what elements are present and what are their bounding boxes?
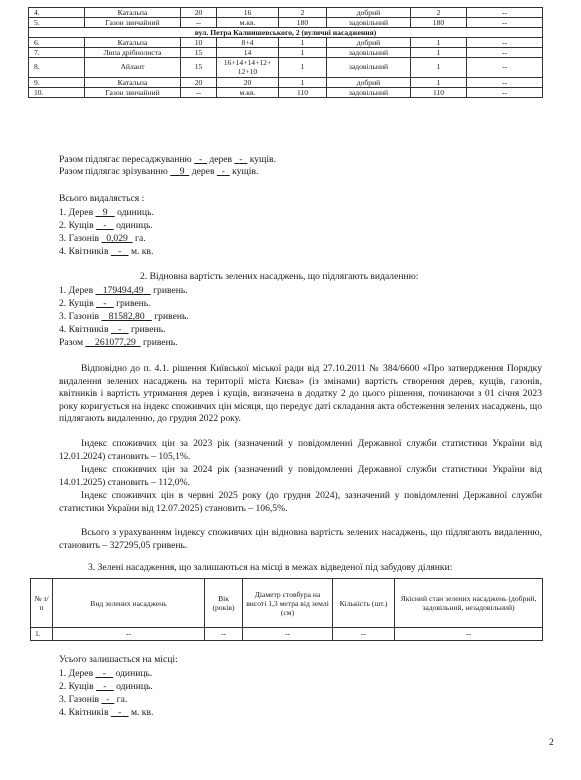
removal-table [28, 7, 543, 98]
cell-n: 4. [29, 8, 85, 18]
cell-name: Катальпа [85, 8, 181, 18]
cell-n: 5. [29, 18, 85, 28]
cell-state: задовільний [327, 18, 411, 28]
cell-qty: 110 [279, 88, 327, 98]
cell-move: -- [467, 58, 543, 78]
cell-cut: 1 [411, 78, 467, 88]
cell-age: -- [181, 18, 217, 28]
cell-qty: 1 [279, 78, 327, 88]
paragraph-3: Індекс споживчих цін за 2024 рік (зазначений у повідомленні Державної служби статистики України від 14.01.2025) становить – 112,0%. [59, 464, 542, 488]
cell-n: 8. [29, 58, 85, 78]
cell-cut: 1 [411, 38, 467, 48]
cell-state: задовільний [327, 88, 411, 98]
cell-state: задовільний [327, 58, 411, 78]
cell-cut: 1 [411, 58, 467, 78]
paragraph-5: Всього з урахуванням індексу споживчих цін відновна вартість зелених насаджень, що підлягають видаленню, становить – 327295,05 гривень. [59, 527, 542, 551]
cell-name: Газон звичайний [85, 88, 181, 98]
header-cell: Діаметр стовбура на висоті 1,3 метра від землі (см) [243, 579, 333, 628]
cell-diam: 16 [217, 8, 279, 18]
cell-move: -- [467, 78, 543, 88]
table-cell: -- [205, 628, 243, 641]
paragraph-4: Індекс споживчих цін в червні 2025 року (до грудня 2024), зазначений у повідомленні Державної служби статистики України від 12.07.2025) становить – 106,5%. [59, 490, 542, 514]
cell-diam: 16+14+14+12+ 12+10 [217, 58, 279, 78]
value-shrubs: 2. Кущів - гривень. [59, 298, 151, 309]
cell-diam: м.кв. [217, 18, 279, 28]
removed-lawns: 3. Газонів 0,029 га. [59, 233, 146, 244]
table-row [29, 88, 543, 98]
value-lawns: 3. Газонів 81582,80 гривень. [59, 311, 189, 322]
cell-diam: 14 [217, 48, 279, 58]
cell-qty: 1 [279, 58, 327, 78]
value-trees: 1. Дерев 179494,49 гривень. [59, 285, 188, 296]
cell-state: добрий [327, 38, 411, 48]
cell-qty: 180 [279, 18, 327, 28]
cell-move: -- [467, 8, 543, 18]
cell-age: 20 [181, 78, 217, 88]
street-row: вул. Петра Калнишевського, 2 (вуличні насадження) [29, 28, 543, 38]
remaining-heading: Усього залишається на місці: [59, 654, 178, 665]
remaining-flowerbeds: 4. Квітників - м. кв. [59, 707, 154, 718]
header-cell: Вид зелених насаджень [53, 579, 205, 628]
cut-total: Разом підлягає зрізуванню 9 дерев - кущів. [59, 166, 259, 177]
page-number: 2 [549, 737, 554, 748]
table-cell: -- [53, 628, 205, 641]
cell-age: 15 [181, 48, 217, 58]
value-total: Разом 261077,29 гривень. [59, 337, 178, 348]
cell-cut: 180 [411, 18, 467, 28]
paragraph-2: Індекс споживчих цін за 2023 рік (зазначений у повідомленні Державної служби статистики України від 12.01.2024) становить – 105,1%. [59, 438, 542, 462]
cell-move: -- [467, 38, 543, 48]
header-cell: № з/п [31, 579, 53, 628]
paragraph-1: Відповідно до п. 4.1. рішення Київської міської ради від 27.10.2011 № 384/6600 «Про затвердження Порядку видалення зелених насаджень на території міста Києва» (із змінами) вартість створення дерев, кущів, газонів, квітників і вартість утримання дерев і кущів, визначена в додатку 2 до цього рішення, починаючи з 01 січня 2023 року коригується на індекс споживчих цін місяця, що передує даті складання акта обстеження зелених насаджень, що підлягають видаленню, до грудня 2022 року. [59, 363, 542, 425]
remaining-trees: 1. Дерев - одиниць. [59, 668, 153, 679]
header-cell: Якісний стан зелених насаджень (добрий, задовільний, незадовільний) [395, 579, 543, 628]
cell-age: 10 [181, 38, 217, 48]
header-cell: Вік (років) [205, 579, 243, 628]
table-cell: -- [243, 628, 333, 641]
removed-trees: 1. Дерев 9 одиниць. [59, 207, 154, 218]
section2-heading: 2. Відновна вартість зелених насаджень, що підлягають видаленню: [140, 271, 419, 282]
cell-n: 7. [29, 48, 85, 58]
cell-diam: 8+4 [217, 38, 279, 48]
cell-move: -- [467, 48, 543, 58]
table-cell: 1. [31, 628, 53, 641]
cell-qty: 1 [279, 38, 327, 48]
remaining-table [30, 578, 543, 641]
cell-age: 20 [181, 8, 217, 18]
cell-move: -- [467, 88, 543, 98]
value-flowerbeds: 4. Квітників - гривень. [59, 324, 166, 335]
cell-n: 6. [29, 38, 85, 48]
table-row [29, 78, 543, 88]
removed-shrubs: 2. Кущів - одиниць. [59, 220, 153, 231]
cell-name: Катальпа [85, 78, 181, 88]
cell-state: задовільний [327, 48, 411, 58]
cell-cut: 110 [411, 88, 467, 98]
cell-cut: 1 [411, 48, 467, 58]
table-cell: -- [333, 628, 395, 641]
cell-diam: 20 [217, 78, 279, 88]
cell-diam: м.кв. [217, 88, 279, 98]
table-row [29, 38, 543, 48]
removed-flowerbeds: 4. Квітників - м. кв. [59, 246, 154, 257]
table-row [29, 58, 543, 78]
table-row [29, 18, 543, 28]
cell-name: Липа дрібнолиста [85, 48, 181, 58]
section3-heading: 3. Зелені насадження, що залишаються на місці в межах відведеної під забудову ділянки: [88, 562, 453, 573]
cell-qty: 1 [279, 48, 327, 58]
transplant-total: Разом підлягає пересаджуванню - дерев - кущів. [59, 154, 276, 165]
removed-heading: Всього видаляється : [59, 193, 145, 204]
cell-name: Газон звичайний [85, 18, 181, 28]
table-row [29, 8, 543, 18]
cell-state: добрий [327, 78, 411, 88]
cell-age: 15 [181, 58, 217, 78]
cell-n: 10. [29, 88, 85, 98]
table-row [29, 48, 543, 58]
remaining-shrubs: 2. Кущів - одиниць. [59, 681, 153, 692]
header-cell: Кількість (шт.) [333, 579, 395, 628]
cell-name: Айлант [85, 58, 181, 78]
cell-cut: 2 [411, 8, 467, 18]
cell-state: добрий [327, 8, 411, 18]
table-cell: -- [395, 628, 543, 641]
remaining-lawns: 3. Газонів - га. [59, 694, 128, 705]
cell-qty: 2 [279, 8, 327, 18]
cell-n: 9. [29, 78, 85, 88]
cell-move: -- [467, 18, 543, 28]
cell-name: Катальпа [85, 38, 181, 48]
cell-age: -- [181, 88, 217, 98]
